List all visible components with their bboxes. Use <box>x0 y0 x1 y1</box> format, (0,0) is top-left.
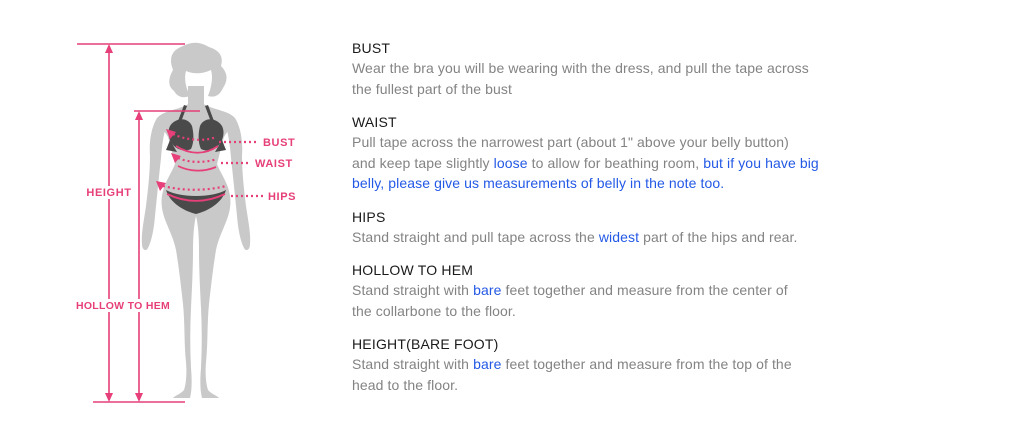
section-heading: HIPS <box>352 208 386 225</box>
section-text-line <box>352 354 952 375</box>
body-text: to allow for beathing room, <box>527 154 704 171</box>
section-text-line <box>352 58 952 79</box>
highlighted-text: bare <box>473 356 502 372</box>
body-text: part of the hips and rear. <box>639 228 798 245</box>
section-heading: WAIST <box>352 114 397 130</box>
section-text-line <box>352 280 952 301</box>
height-arrow-up <box>105 44 113 53</box>
measurement-figure <box>0 0 340 426</box>
section-heading: HEIGHT(BARE FOOT) <box>352 336 499 352</box>
section-text-line <box>352 375 952 396</box>
highlighted-text: loose <box>493 154 528 171</box>
hollow-to-hem-label: HOLLOW TO HEM <box>75 300 171 312</box>
height-arrow-down <box>105 393 113 402</box>
highlighted-text: belly, please give us measurements of belly in the note too. <box>352 175 725 191</box>
body-text: Wear the bra you will be wearing with the dress, and pull the tape across <box>352 60 809 76</box>
measure-section-waist <box>352 112 952 194</box>
waist-label: WAIST <box>255 158 293 170</box>
body-text: Stand straight with <box>352 356 474 372</box>
body-measurement-diagram <box>0 0 340 426</box>
section-text-line <box>352 132 952 153</box>
measure-section-hips <box>352 207 952 248</box>
body-text: Stand straight and pull tape across the <box>352 228 599 245</box>
hips-label: HIPS <box>268 191 297 203</box>
height-label: HEIGHT <box>86 187 132 199</box>
body-text: Pull tape across the narrowest part (about 1" above your belly button) <box>352 134 789 150</box>
body-text: the collarbone to the floor. <box>352 302 516 319</box>
highlighted-text: bare <box>473 282 502 298</box>
section-text-line <box>352 301 952 322</box>
right-arm-shape <box>225 118 250 250</box>
section-text-line <box>352 227 952 248</box>
measure-section-bust <box>352 38 952 99</box>
section-heading: HOLLOW TO HEM <box>352 262 474 278</box>
measure-section-height-bare-foot <box>352 334 952 395</box>
section-text-line <box>352 173 952 194</box>
section-text-line <box>352 153 952 174</box>
measure-section-hollow-to-hem <box>352 260 952 321</box>
bust-label: BUST <box>263 137 296 149</box>
section-heading: BUST <box>352 40 391 56</box>
female-silhouette <box>142 43 250 398</box>
measuring-instructions <box>352 38 952 408</box>
highlighted-text: widest <box>598 228 640 245</box>
body-text: and keep tape slightly <box>352 154 494 171</box>
highlighted-text: but if you have big <box>703 154 819 171</box>
body-text: Stand straight with <box>352 282 474 298</box>
body-text: feet together and measure from the center of <box>501 282 788 298</box>
section-text-line <box>352 79 952 100</box>
body-text: the fullest part of the bust <box>352 80 513 97</box>
hollow-arrow-down <box>135 393 143 402</box>
hollow-arrow-up <box>135 111 143 120</box>
body-text: feet together and measure from the top of the <box>501 356 792 372</box>
body-text: head to the floor. <box>352 376 459 393</box>
